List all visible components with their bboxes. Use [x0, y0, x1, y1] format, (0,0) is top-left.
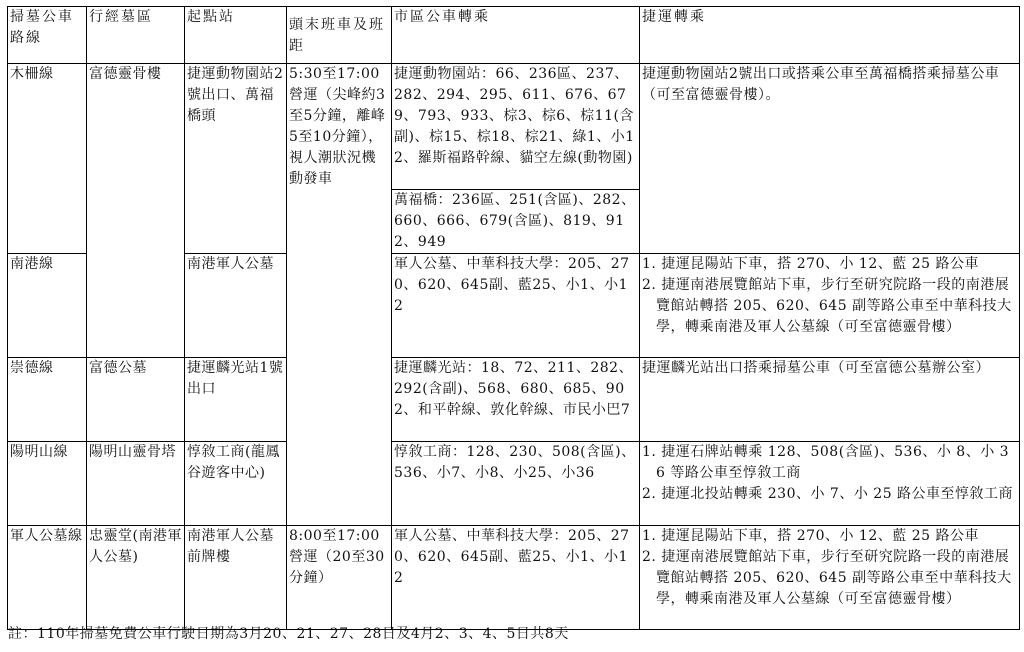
cell-mrt-yangmingshan: [640, 442, 1020, 526]
mrt-step: 2. 捷運北投站轉乘 230、小 7、小 25 路公車至惇敘工商: [642, 486, 1014, 502]
header-route: 掃墓公車路線: [8, 7, 87, 64]
header-city-bus: 市區公車轉乘: [392, 7, 640, 64]
footnote: 註：110年掃墓免費公車行駛日期為3月20、21、27、28日及4月2、3、4、5日共8天: [8, 626, 569, 642]
table-header-row: [8, 7, 1020, 64]
mrt-step: 1. 捷運昆陽站下車，搭 270、小 12、藍 25 路公車: [642, 528, 979, 544]
cell-start-nangang: 南港軍人公墓: [185, 254, 287, 358]
cell-route-nangang: 南港線: [8, 254, 87, 358]
mrt-step: 2. 捷運南港展覽館站下車，步行至研究院路一段的南港展覽館站轉搭 205、620、645 副等路公車至中華科技大學，轉乘南港及軍人公墓線（可至富德靈骨樓）: [642, 277, 1012, 335]
cell-route-yangmingshan: 陽明山線: [8, 442, 87, 526]
cell-mrt-nangang: [640, 254, 1020, 358]
mrt-steps-military: [642, 526, 1017, 610]
cell-city-bus-yangmingshan: 惇敘工商：128、230、508(含區)、536、小7、小8、小25、小36: [392, 442, 640, 526]
cell-cemetery-military: 忠靈堂(南港軍人公墓): [87, 526, 185, 630]
table-row: [8, 526, 1020, 630]
mrt-step: 1. 捷運昆陽站下車，搭 270、小 12、藍 25 路公車: [642, 256, 979, 272]
header-cemetery: 行經墓區: [87, 7, 185, 64]
header-mrt: 捷運轉乘: [640, 7, 1020, 64]
cell-start-muzha: 捷運動物園站2號出口、萬福橋頭: [185, 64, 287, 254]
cell-city-bus-muzha-wanfu: 萬福橋：236區、251(含區)、282、660、666、679(含區)、819、912、949: [392, 190, 640, 254]
cell-city-bus-nangang: 軍人公墓、中華科技大學：205、270、620、645副、藍25、小1、小12: [392, 254, 640, 358]
cell-route-muzha: 木柵線: [8, 64, 87, 254]
cell-city-bus-military: 軍人公墓、中華科技大學：205、270、620、645副、藍25、小1、小12: [392, 526, 640, 630]
cell-mrt-military: [640, 526, 1020, 630]
cell-mrt-muzha: 捷運動物園站2號出口或搭乘公車至萬福橋搭乘掃墓公車（可至富德靈骨樓）。: [640, 64, 1020, 254]
mrt-steps-yangmingshan: [642, 442, 1017, 505]
cell-city-bus-muzha-zoo: 捷運動物園站：66、236區、237、282、294、295、611、676、679、793、933、棕3、棕6、棕11(含副)、棕15、棕18、棕21、綠1、小12、羅斯福路幹線、貓空左線(動物園): [392, 64, 640, 190]
table-row: [8, 64, 1020, 190]
mrt-step: 1. 捷運石牌站轉乘 128、508(含區)、536、小 8、小 36 等路公車至惇敘工商: [642, 444, 1010, 481]
bus-route-table: [7, 6, 1020, 630]
mrt-steps-nangang: [642, 254, 1017, 338]
cell-mrt-chongde: 捷運麟光站出口搭乘掃墓公車（可至富德公墓辦公室）: [640, 358, 1020, 442]
header-hours: 頭末班車及班距: [287, 7, 392, 64]
cell-cemetery-yangmingshan: 陽明山靈骨塔: [87, 442, 185, 526]
cell-cemetery-chongde: 富德公墓: [87, 358, 185, 442]
mrt-step: 2. 捷運南港展覽館站下車，步行至研究院路一段的南港展覽館站轉搭 205、620、645 副等路公車至中華科技大學，轉乘南港及軍人公墓線（可至富德靈骨樓）: [642, 549, 1012, 607]
cell-start-chongde: 捷運麟光站1號出口: [185, 358, 287, 442]
cell-route-chongde: 崇德線: [8, 358, 87, 442]
header-start-station: 起點站: [185, 7, 287, 64]
cell-cemetery-muzha: 富德靈骨樓: [87, 64, 185, 358]
cell-start-yangmingshan: 惇敘工商(龍鳳谷遊客中心): [185, 442, 287, 526]
cell-city-bus-chongde: 捷運麟光站：18、72、211、282、292(含副)、568、680、685、902、和平幹線、敦化幹線、市民小巴7: [392, 358, 640, 442]
cell-route-military: 軍人公墓線: [8, 526, 87, 630]
cell-start-military: 南港軍人公墓前牌樓: [185, 526, 287, 630]
table-row: [8, 358, 1020, 442]
cell-hours-military: 8:00至17:00營運（20至30分鐘）: [287, 526, 392, 630]
cell-hours-shared: 5:30至17:00營運（尖峰約3至5分鐘，離峰5至10分鐘），視人潮狀況機動發車: [287, 64, 392, 526]
table-row: [8, 442, 1020, 526]
